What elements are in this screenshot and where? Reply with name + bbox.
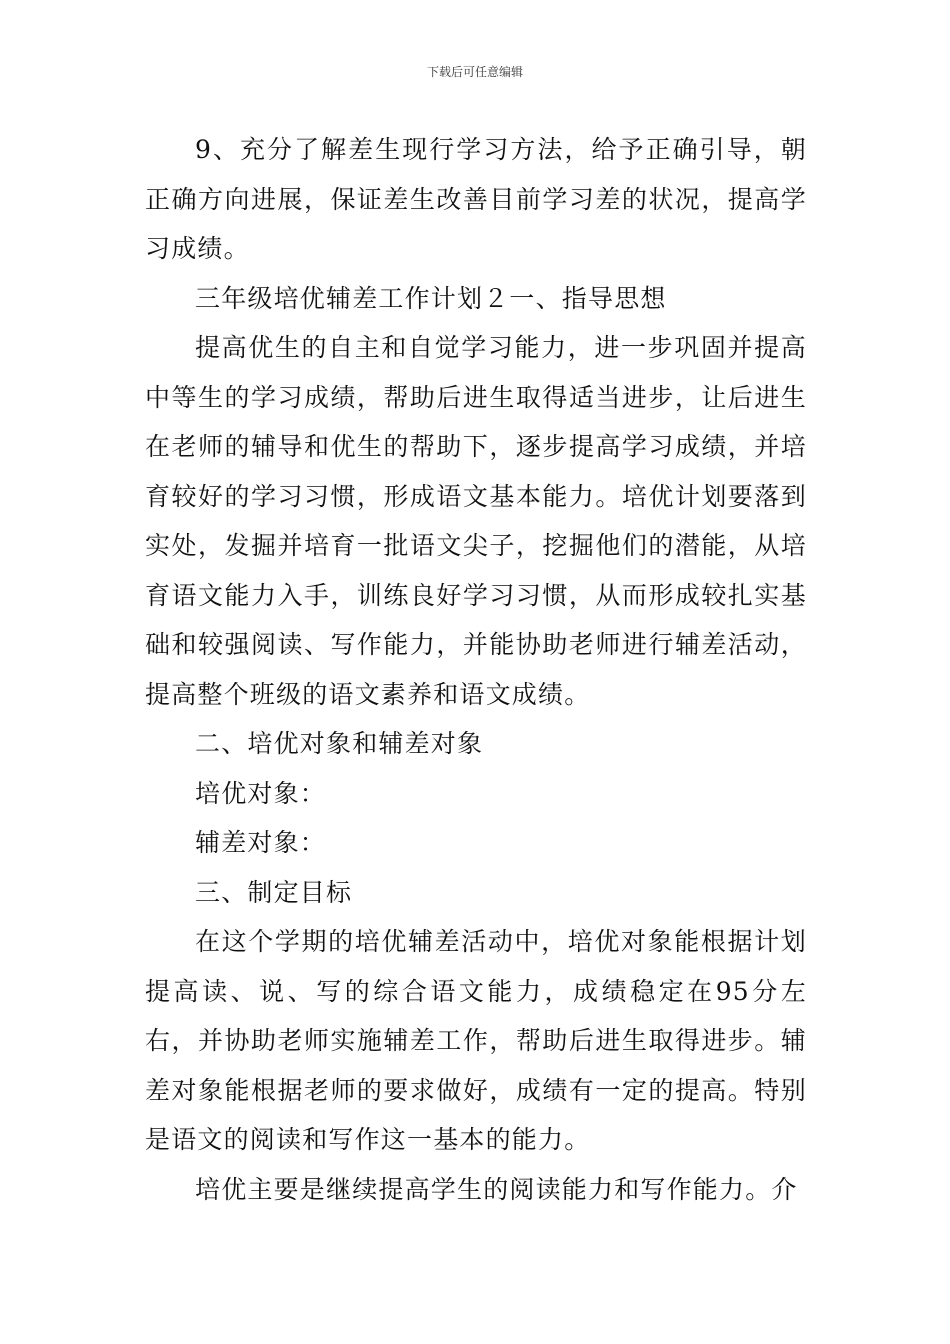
weak-students-label: 辅差对象： xyxy=(195,828,327,857)
document-body xyxy=(145,125,807,1214)
section-heading-targets: 二、培优对象和辅差对象 xyxy=(195,729,484,758)
section-heading-goals: 三、制定目标 xyxy=(195,877,353,907)
guiding-thought-paragraph: 提高优生的自主和自觉学习能力，进一步巩固并提高中等生的学习成绩，帮助后进生取得适当进步，让后进生在老师的辅导和优生的帮助下，逐步提高学习成绩，并培育较好的学习习惯，形成语文基本能力。培优计划要落到实处，发掘并培育一批语文尖子，挖掘他们的潜能，从培育语文能力入手，训练良好学习习惯，从而形成较扎实基础和较强阅读、写作能力，并能协助老师进行辅差活动，提高整个班级的语文素养和语文成绩。 xyxy=(145,333,807,709)
paragraph-item-9: 9、充分了解差生现行学习方法，给予正确引导，朝正确方向进展，保证差生改善目前学习差的状况，提高学习成绩。 xyxy=(145,135,807,263)
excellent-students-label: 培优对象： xyxy=(195,778,327,808)
goals-paragraph: 在这个学期的培优辅差活动中，培优对象能根据计划提高读、说、写的综合语文能力，成绩稳定在95分左右，并协助老师实施辅差工作，帮助后进生取得进步。辅差对象能根据老师的要求做好，成绩有一定的提高。特别是语文的阅读和写作这一基本的能力。 xyxy=(145,927,807,1154)
plan-title-heading: 三年级培优辅差工作计划２一、指导思想 xyxy=(195,283,667,313)
page-header-note: 下载后可任意编辑 xyxy=(426,65,523,79)
continuation-paragraph: 培优主要是继续提高学生的阅读能力和写作能力。介 xyxy=(195,1174,798,1204)
